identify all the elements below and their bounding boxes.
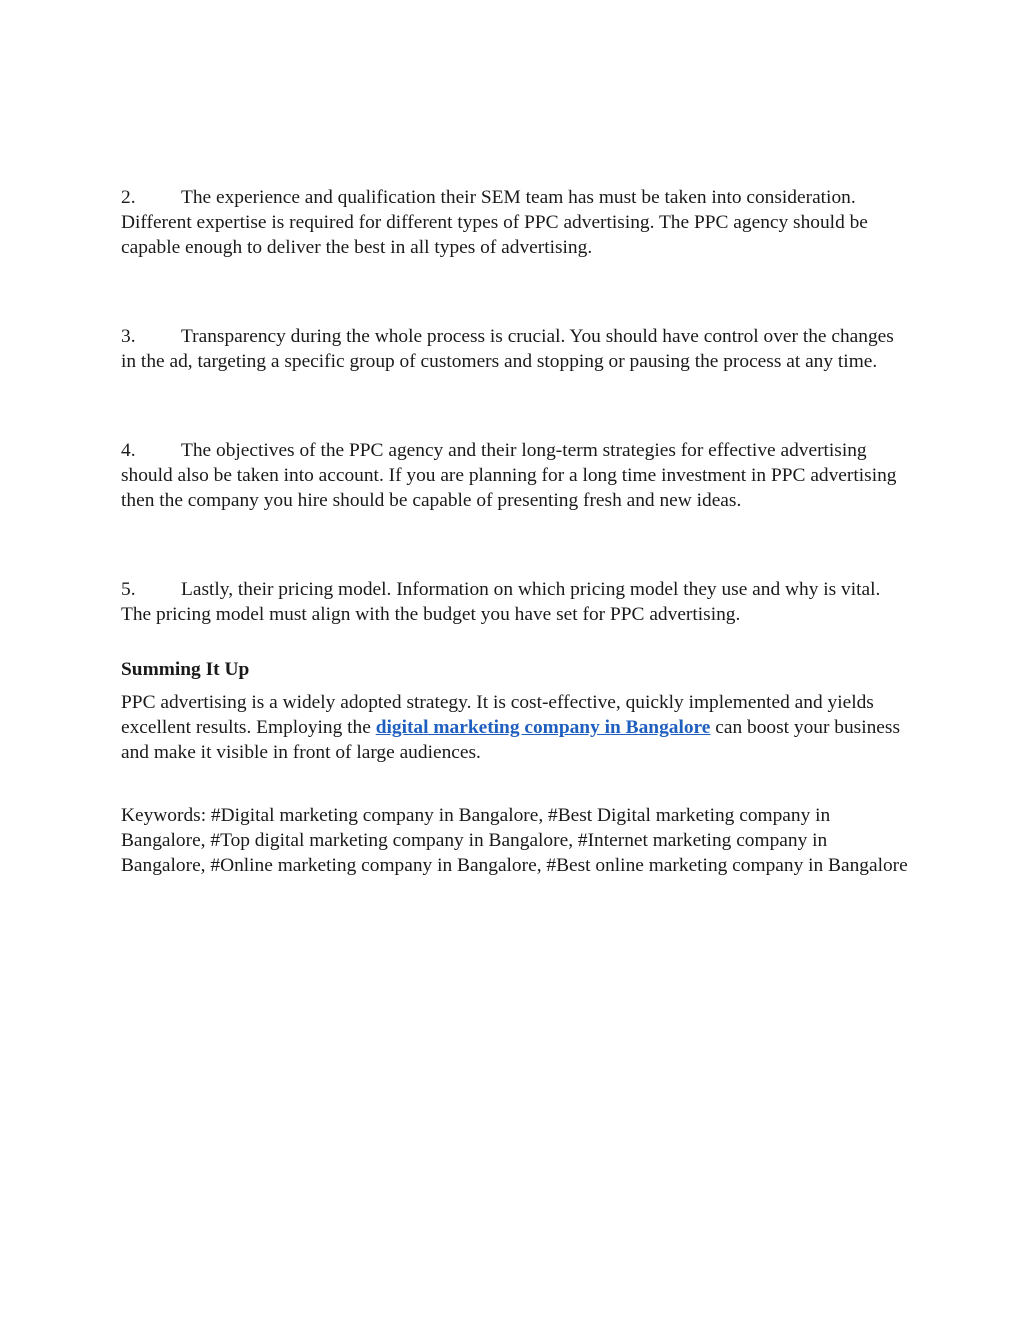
list-item-number: 4. — [121, 440, 136, 461]
summary-text-before: PPC advertising is a widely adopted strategy. It is cost-effective, quickly implemented and yields excellent results. Employing the — [121, 692, 874, 738]
spacer — [121, 374, 911, 438]
list-item-2 — [121, 185, 911, 260]
list-item-number: 3. — [121, 326, 136, 347]
document-page — [121, 185, 911, 878]
list-item-number: 5. — [121, 579, 136, 600]
list-item-4 — [121, 438, 911, 513]
list-item-text: Transparency during the whole process is crucial. You should have control over the changes in the ad, targeting a specific group of customers and stopping or pausing the process at any time. — [121, 326, 894, 372]
list-item-3 — [121, 324, 911, 374]
list-item-text: The experience and qualification their SEM team has must be taken into consideration. Different expertise is required for different types of PPC advertising. The PPC agency should be capable enough to deliver the best in all types of advertising. — [121, 187, 868, 258]
list-item-5 — [121, 577, 911, 627]
list-item-text: The objectives of the PPC agency and their long-term strategies for effective advertising should also be taken into account. If you are planning for a long time investment in PPC advertising then the company you hire should be capable of presenting fresh and new ideas. — [121, 440, 897, 511]
summary-text-after: can boost your business and make it visible in front of large audiences. — [121, 717, 900, 763]
spacer — [121, 513, 911, 577]
keywords-paragraph: Keywords: #Digital marketing company in Bangalore, #Best Digital marketing company in Bangalore, #Top digital marketing company in Bangalore, #Internet marketing company in Bangalore, #Online marketing company in Bangalore, #Best online marketing company in Bangalore — [121, 805, 908, 876]
summary-paragraph — [121, 690, 911, 765]
list-item-text: Lastly, their pricing model. Information on which pricing model they use and why is vital. The pricing model must align with the budget you have set for PPC advertising. — [121, 579, 881, 625]
list-item-number: 2. — [121, 187, 136, 208]
spacer — [121, 260, 911, 324]
digital-marketing-link[interactable]: digital marketing company in Bangalore — [375, 717, 711, 738]
section-heading: Summing It Up — [121, 659, 250, 680]
